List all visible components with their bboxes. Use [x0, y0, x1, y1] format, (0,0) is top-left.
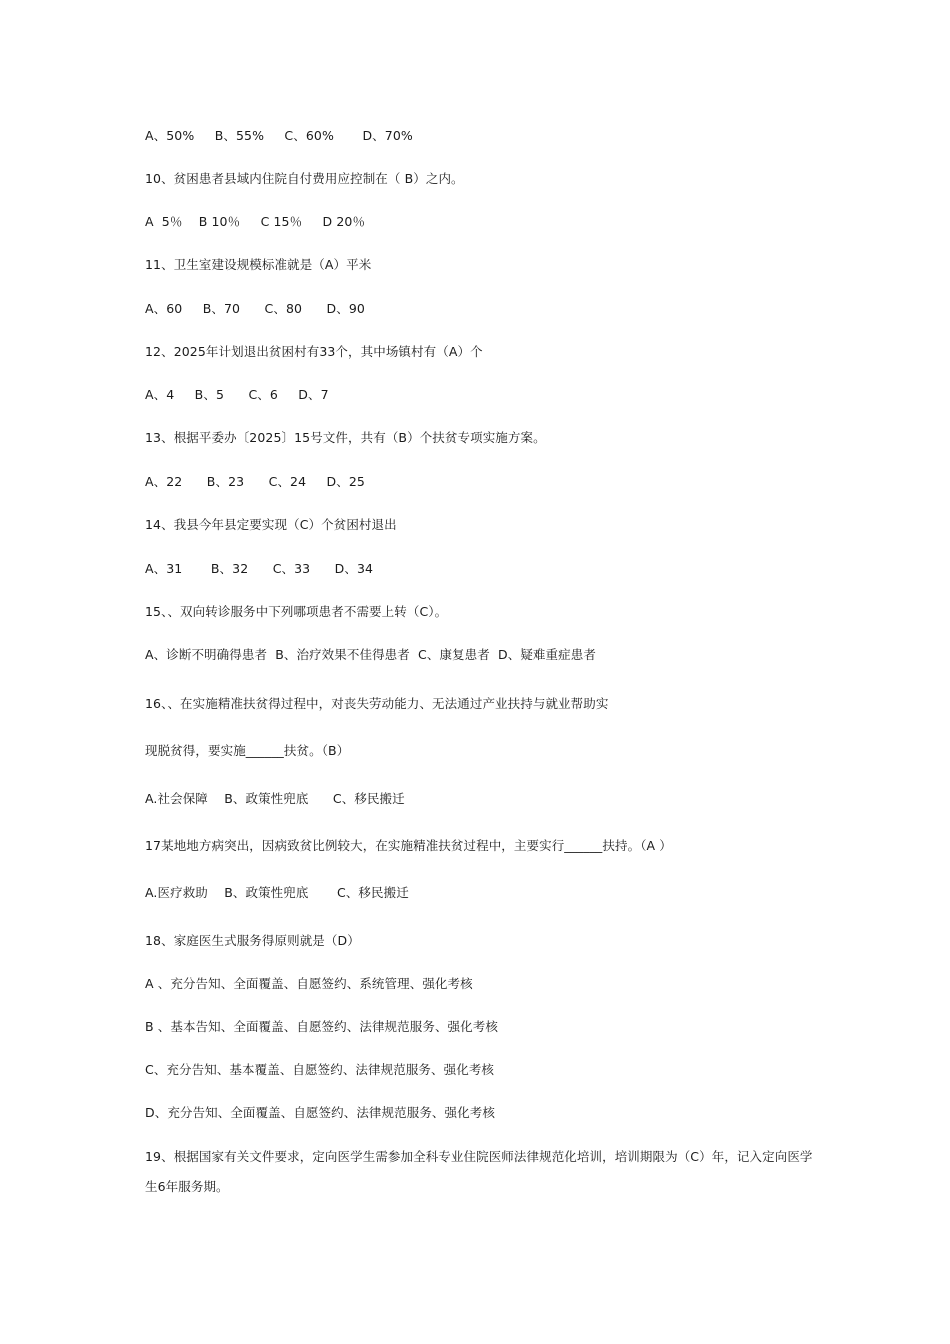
- option-line-9: A、50% B、55% C、60% D、70%: [145, 128, 413, 143]
- question-16-part1: 16、、在实施精准扶贫得过程中，对丧失劳动能力、无法通过产业扶持与就业帮助实: [145, 696, 609, 711]
- question-13: 13、根据平委办〔2025〕15号文件，共有（B）个扶贫专项实施方案。: [145, 430, 546, 445]
- option-line-15: A、诊断不明确得患者 B、治疗效果不佳得患者 C、康复患者 D、疑难重症患者: [145, 647, 596, 662]
- option-line-14: A、31 B、32 C、33 D、34: [145, 561, 374, 576]
- question-15: 15、、双向转诊服务中下列哪项患者不需要上转（C）。: [145, 604, 448, 619]
- option-line-12: A、4 B、5 C、6 D、7: [145, 387, 329, 402]
- question-14: 14、我县今年县定要实现（C）个贫困村退出: [145, 517, 397, 532]
- question-10: 10、贫困患者县域内住院自付费用应控制在（ B）之内。: [145, 171, 464, 186]
- option-line-10: A 5％ B 10％ C 15％ D 20％: [145, 214, 366, 229]
- option-line-17: A.医疗救助 B、政策性兜底 C、移民搬迁: [145, 885, 409, 900]
- question-11: 11、卫生室建设规模标准就是（A）平米: [145, 257, 372, 272]
- option-18-b: B 、基本告知、全面覆盖、自愿签约、法律规范服务、强化考核: [145, 1019, 498, 1034]
- question-12: 12、2025年计划退出贫困村有33个，其中场镇村有（A）个: [145, 344, 483, 359]
- question-19: 19、根据国家有关文件要求，定向医学生需参加全科专业住院医师法律规范化培训，培训期限为（C）年，记入定向医学生6年服务期。: [145, 1149, 813, 1194]
- option-18-c: C、充分告知、基本覆盖、自愿签约、法律规范服务、强化考核: [145, 1062, 495, 1077]
- option-line-16: A.社会保障 B、政策性兜底 C、移民搬迁: [145, 791, 405, 806]
- option-line-11: A、60 B、70 C、80 D、90: [145, 301, 365, 316]
- question-17: 17某地地方病突出，因病致贫比例较大，在实施精准扶贫过程中，主要实行______扶持。（A ）: [145, 838, 672, 853]
- question-18: 18、家庭医生式服务得原则就是（D）: [145, 933, 360, 948]
- option-18-a: A 、充分告知、全面覆盖、自愿签约、系统管理、强化考核: [145, 976, 473, 991]
- option-line-13: A、22 B、23 C、24 D、25: [145, 474, 365, 489]
- option-18-d: D、充分告知、全面覆盖、自愿签约、法律规范服务、强化考核: [145, 1105, 495, 1120]
- question-16-part2: 现脱贫得，要实施______扶贫。（B）: [145, 743, 350, 758]
